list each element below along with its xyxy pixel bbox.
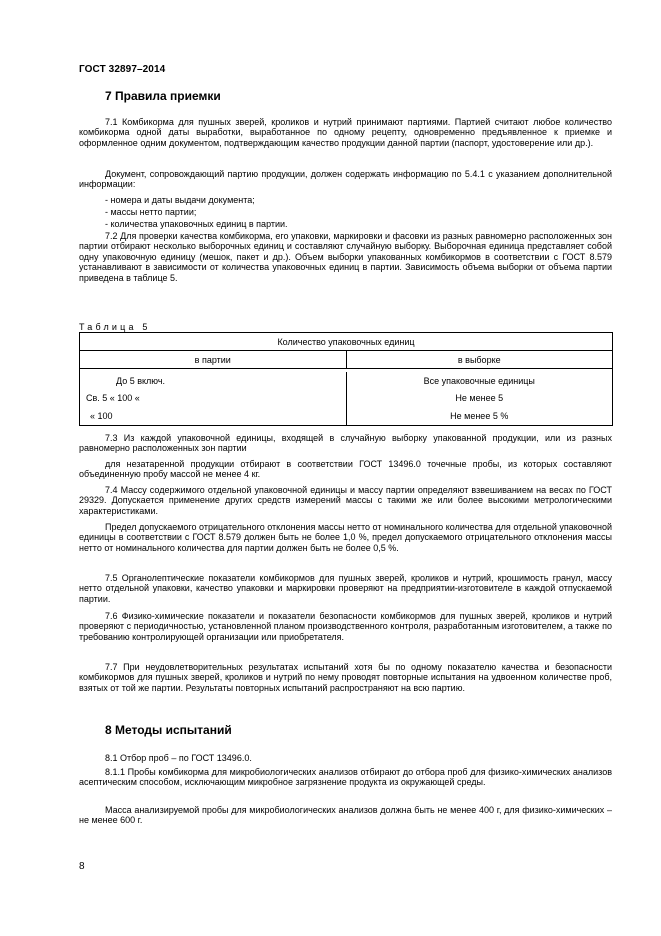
table-5 <box>79 332 613 426</box>
table-cell: « 100 <box>80 407 347 425</box>
paragraph-mass-deviation: Предел допускаемого отрицательного отклонения массы нетто от номинального количества для отдельной упаковочной единицы в соответствии с ГОСТ 8.579 должен быть не более 1,0 %, предел допускаемого отрицательного отклонения массы нетто от номинального количества для партии должен быть не более 0,5 %. <box>79 522 612 553</box>
paragraph-8-1: 8.1 Отбор проб – по ГОСТ 13496.0. <box>105 753 252 763</box>
section-7-title: 7 Правила приемки <box>105 89 221 103</box>
paragraph-7-6: 7.6 Физико-химические показатели и показатели безопасности комбикормов для пушных зверей, кроликов и нутрий проверяют с периодичностью, установленной планом производственного контроля, разработанным изготовителем, а также по требованию контролирующей организации или приобретателя. <box>79 611 612 642</box>
table-caption: Таблица 5 <box>79 322 151 332</box>
table-column-batch: в партии <box>80 351 347 369</box>
paragraph-bulk-product: для незатаренной продукции отбирают в соответствии ГОСТ 13496.0 точечные пробы, из которых составляют объединенную пробу массой не менее 4 кг. <box>79 459 612 480</box>
table-cell: До 5 включ. <box>80 372 347 390</box>
list-item-net-mass: - массы нетто партии; <box>105 207 197 217</box>
paragraph-7-4: 7.4 Массу содержимого отдельной упаковочной единицы и массу партии определяют взвешиванием на весах по ГОСТ 29329. Допускается применение других средств измерений массы с такими же или более высокими метрологическими характеристиками. <box>79 485 612 516</box>
table-row <box>80 407 613 425</box>
document-code: ГОСТ 32897–2014 <box>79 64 166 75</box>
table-row <box>80 390 613 408</box>
table-cell: Св. 5 « 100 « <box>80 390 347 408</box>
table-cell: Не менее 5 <box>346 390 613 408</box>
paragraph-7-7: 7.7 При неудовлетворительных результатах испытаний хотя бы по одному показателю качества и безопасности комбикормов для пушных зверей, кроликов и нутрий по нему проводят повторные испытания на удвоенном количестве проб, взятых от той же партии. Результаты повторных испытаний распространяют на всю партию. <box>79 662 612 693</box>
list-item-document-number: - номера и даты выдачи документа; <box>105 195 255 205</box>
list-item-pack-count: - количества упаковочных единиц в партии. <box>105 219 288 229</box>
paragraph-sample-mass: Масса анализируемой пробы для микробиологических анализов должна быть не менее 400 г, для физико-химических – не менее 600 г. <box>79 805 612 826</box>
table-row <box>80 372 613 390</box>
paragraph-7-5: 7.5 Органолептические показатели комбикормов для пушных зверей, кроликов и нутрий, крошимость гранул, массу нетто отдельной упаковки, качество упаковки и маркировки проверяют на предприятии-изготовителе в каждой отпускаемой партии. <box>79 573 612 604</box>
paragraph-8-1-1: 8.1.1 Пробы комбикорма для микробиологических анализов отбирают до отбора проб для физико-химических анализов асептическим способом, исключающим микробное загрязнение продукта из окружающей среды. <box>79 767 612 788</box>
table-cell: Все упаковочные единицы <box>346 372 613 390</box>
section-8-title: 8 Методы испытаний <box>105 723 232 737</box>
paragraph-7-3: 7.3 Из каждой упаковочной единицы, входящей в случайную выборку упакованной продукции, или из разных равномерно расположенных зон партии <box>79 433 612 454</box>
paragraph-document-info: Документ, сопровождающий партию продукции, должен содержать информацию по 5.4.1 с указанием дополнительной информации: <box>79 169 612 190</box>
paragraph-7-1: 7.1 Комбикорма для пушных зверей, кроликов и нутрий принимают партиями. Партией считают любое количество комбикорма одной даты выработки, выработанное по одному рецепту, одновременно предъявленное к приемке и оформленное одним документом, подтверждающим качество продукции данной партии (паспорт, удостоверение или др.). <box>79 117 612 148</box>
page-number: 8 <box>79 861 85 872</box>
table-header: Количество упаковочных единиц <box>80 333 613 351</box>
table-column-sample: в выборке <box>346 351 613 369</box>
paragraph-7-2: 7.2 Для проверки качества комбикорма, его упаковки, маркировки и фасовки из разных равномерно расположенных зон партии отбирают несколько выборочных единиц и составляют случайную выборку. Выборочная единица представляет собой одну упаковочную единицу (мешок, пакет и др.). Объем выборки упакованных комбикормов в соответствии с ГОСТ 8.579 устанавливают в зависимости от количества упаковочных единиц в партии. Зависимость объема выборки от объема партии приведена в таблице 5. <box>79 231 612 283</box>
table-cell: Не менее 5 % <box>346 407 613 425</box>
